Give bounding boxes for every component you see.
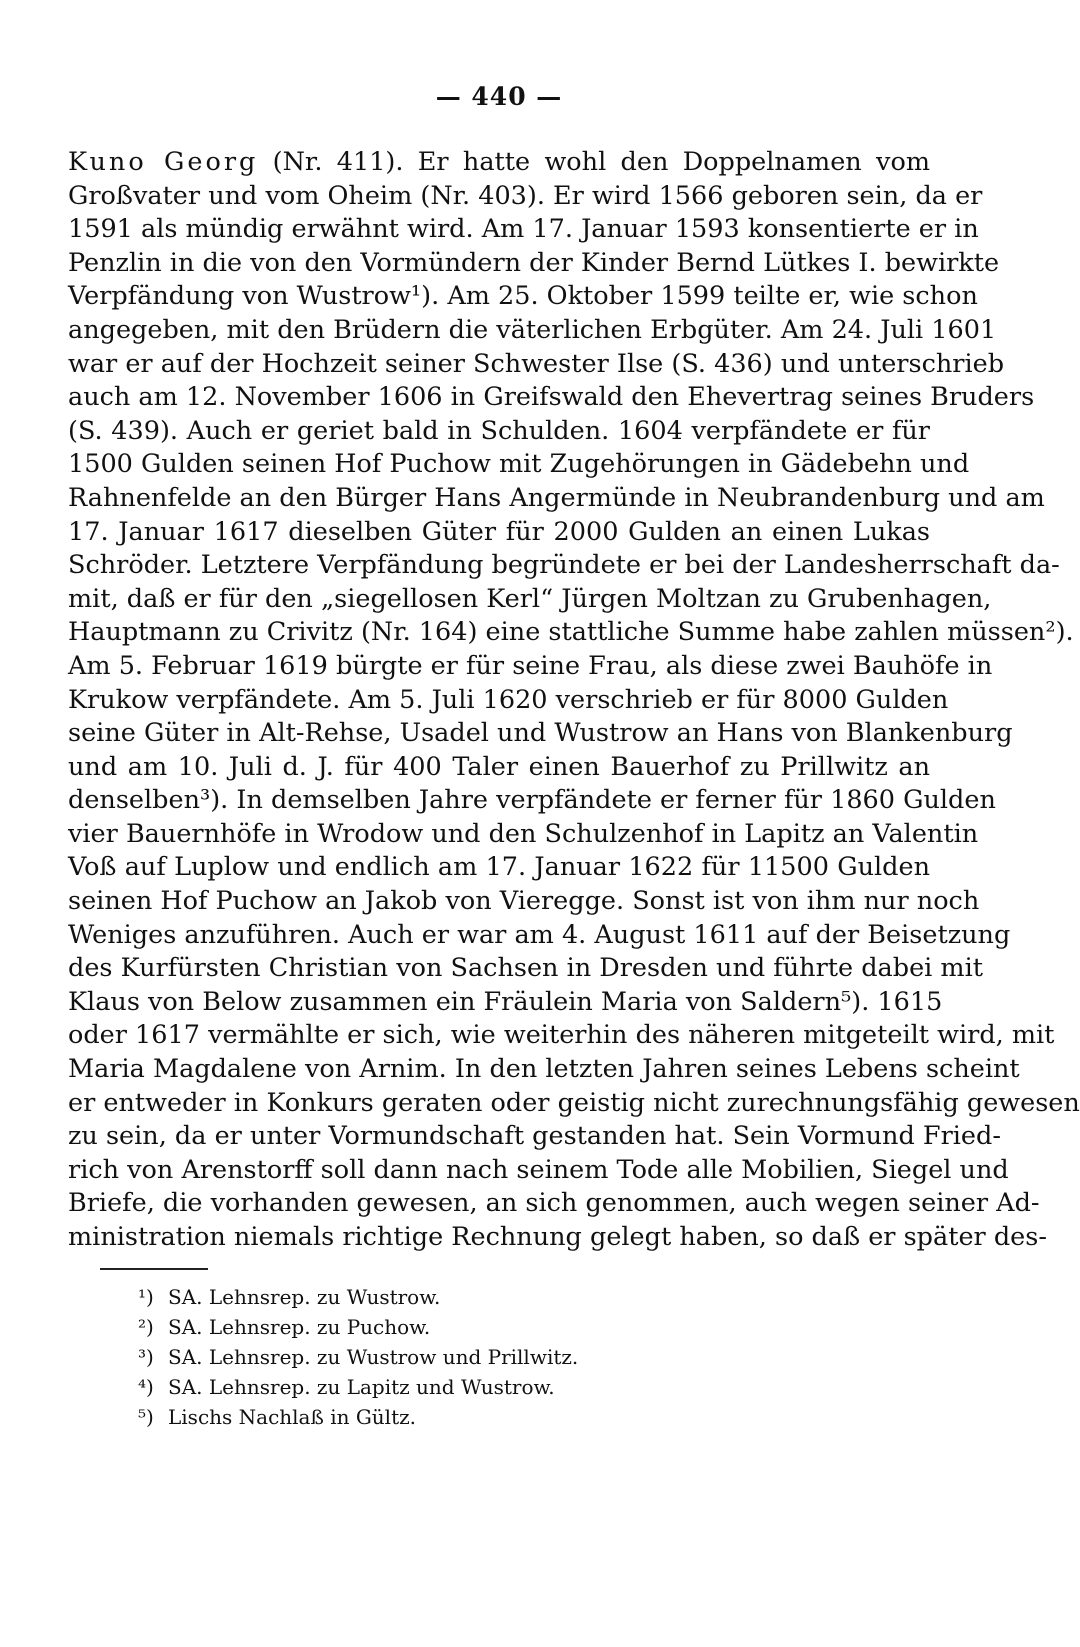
footnote-text: SA. Lehnsrep. zu Puchow.: [168, 1315, 431, 1339]
text-line: Briefe, die vorhanden gewesen, an sich genommen, auch wegen seiner Ad-: [68, 1188, 1040, 1219]
text-line: des Kurfürsten Christian von Sachsen in Dresden und führte dabei mit: [68, 953, 983, 984]
body-text: [68, 146, 1080, 1255]
text-line: Schröder. Letztere Verpfändung begründete er bei der Landesherrschaft da-: [68, 550, 1060, 581]
text-line: (S. 439). Auch er geriet bald in Schulden. 1604 verpfändete er für: [68, 415, 930, 446]
footnote-mark: ²): [138, 1315, 154, 1339]
text-line: angegeben, mit den Brüdern die väterlichen Erbgüter. Am 24. Juli 1601: [68, 314, 997, 345]
text-line: Maria Magdalene von Arnim. In den letzten Jahren seines Lebens scheint: [68, 1054, 1020, 1085]
footnote-mark: ⁴): [138, 1375, 154, 1399]
text-line: Am 5. Februar 1619 bürgte er für seine Frau, als diese zwei Bauhöfe in: [68, 650, 993, 681]
person-name: Kuno Georg: [68, 147, 259, 177]
text-line: Großvater und vom Oheim (Nr. 403). Er wird 1566 geboren sein, da er: [68, 180, 983, 211]
text-line: Voß auf Luplow und endlich am 17. Januar 1622 für 11500 Gulden: [68, 852, 930, 883]
footnote: [138, 1342, 838, 1372]
page-number: — 440 —: [435, 82, 563, 111]
text-line: 1591 als mündig erwähnt wird. Am 17. Januar 1593 konsentierte er in: [68, 214, 979, 245]
footnote: [138, 1282, 838, 1312]
footnotes: [138, 1282, 838, 1432]
text-line: 1500 Gulden seinen Hof Puchow mit Zugehörungen in Gädebehn und: [68, 449, 970, 480]
footnote: [138, 1372, 838, 1402]
text-line: rich von Arenstorff soll dann nach seinem Tode alle Mobilien, Siegel und: [68, 1154, 1009, 1185]
footnote-mark: ³): [138, 1345, 154, 1369]
text-line: Hauptmann zu Crivitz (Nr. 164) eine stattliche Summe habe zahlen müssen²).: [68, 617, 1074, 648]
text-line: war er auf der Hochzeit seiner Schwester Ilse (S. 436) und unterschrieb: [68, 348, 1005, 379]
text-line: Weniges anzuführen. Auch er war am 4. August 1611 auf der Beisetzung: [68, 919, 1011, 950]
text-line: ministration niemals richtige Rechnung gelegt haben, so daß er später des-: [68, 1222, 1047, 1252]
text-line: mit, daß er für den „siegellosen Kerl“ Jürgen Moltzan zu Grubenhagen,: [68, 583, 992, 614]
footnote: [138, 1402, 838, 1432]
text-line: Penzlin in die von den Vormündern der Kinder Bernd Lütkes I. bewirkte: [68, 247, 1000, 278]
text-line: 17. Januar 1617 dieselben Güter für 2000 Gulden an einen Lukas: [68, 516, 930, 547]
text-line-rest: (Nr. 411). Er hatte wohl den Doppelnamen vom: [258, 147, 930, 177]
text-line: auch am 12. November 1606 in Greifswald den Ehevertrag seines Bruders: [68, 382, 1035, 413]
text-line: er entweder in Konkurs geraten oder geistig nicht zurechnungsfähig gewesen: [68, 1087, 1080, 1118]
text-line: seine Güter in Alt-Rehse, Usadel und Wustrow an Hans von Blankenburg: [68, 718, 1013, 749]
text-line: [68, 146, 930, 180]
footnote-text: SA. Lehnsrep. zu Lapitz und Wustrow.: [168, 1375, 555, 1399]
book-page: [68, 0, 1080, 1647]
footnote-text: SA. Lehnsrep. zu Wustrow und Prillwitz.: [168, 1345, 579, 1369]
text-line: Klaus von Below zusammen ein Fräulein Maria von Saldern⁵). 1615: [68, 986, 943, 1017]
text-line: vier Bauernhöfe in Wrodow und den Schulzenhof in Lapitz an Valentin: [68, 818, 979, 849]
footnote-text: SA. Lehnsrep. zu Wustrow.: [168, 1285, 441, 1309]
text-line: Rahnenfelde an den Bürger Hans Angermünde in Neubrandenburg und am: [68, 482, 1045, 513]
footnote-text: Lischs Nachlaß in Gültz.: [168, 1405, 417, 1429]
text-line: und am 10. Juli d. J. für 400 Taler einen Bauerhof zu Prillwitz an: [68, 751, 930, 782]
footnote-mark: ⁵): [138, 1405, 154, 1429]
footnote-divider: [100, 1268, 208, 1270]
text-line: Verpfändung von Wustrow¹). Am 25. Oktober 1599 teilte er, wie schon: [68, 281, 978, 312]
footnote: [138, 1312, 838, 1342]
text-line: seinen Hof Puchow an Jakob von Vieregge. Sonst ist von ihm nur noch: [68, 886, 980, 917]
text-line: oder 1617 vermählte er sich, wie weiterhin des näheren mitgeteilt wird, mit: [68, 1020, 1055, 1051]
footnote-mark: ¹): [138, 1285, 154, 1309]
text-line: zu sein, da er unter Vormundschaft gestanden hat. Sein Vormund Fried-: [68, 1121, 1001, 1152]
text-line: Krukow verpfändete. Am 5. Juli 1620 verschrieb er für 8000 Gulden: [68, 684, 949, 715]
text-line: denselben³). In demselben Jahre verpfändete er ferner für 1860 Gulden: [68, 785, 996, 816]
